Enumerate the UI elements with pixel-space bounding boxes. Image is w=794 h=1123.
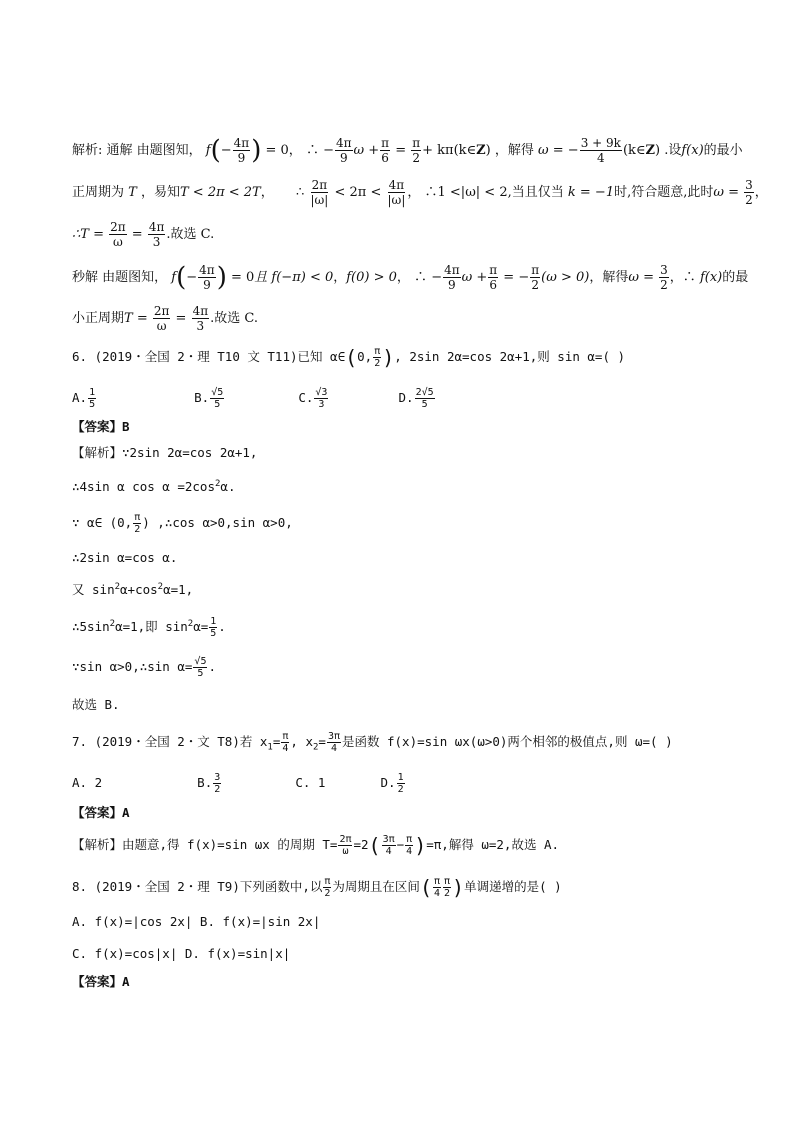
sol5-line5: 小正周期T = $\frac{2\pi}{\omega}$ = $\frac{4\pi}{3}$ .故选 C. (72, 304, 258, 333)
q8-stem: 8. (2019・全国 2・理 T9)下列函数中,以 $\frac{\pi}{2}$ 为周期且在区间( $\frac{\pi}{4}$ $\frac{\pi}{2}$ )单调递增的是( ) (72, 875, 562, 900)
q8-options-cd: C. f(x)=cos|x| D. f(x)=sin|x| (72, 946, 291, 961)
q8-answer: 【答案】A (72, 974, 130, 989)
sol5-line1: 解析: 通解 由题图知， f(− $\frac{4\pi}{9}$ ) = 0， ∴ − $\frac{4\pi}{9}$ ω + $\frac{\pi}{6}$ = $\frac{\pi}{2}$ + kπ(k∈Z) ，解得 ω = − $\frac{3 + 9k}{4}$ (k∈Z) .设f(x)的最小 (72, 135, 743, 166)
q7-stem: 7. (2019・全国 2・文 T8)若 $x_1=$ $\frac{\pi}{4}$ , $x_2=$ $\frac{3\pi}{4}$ 是函数 f(x)=sin ωx(ω>0)两个相邻的极值点,则 ω=( ) (72, 731, 673, 754)
q6-options (72, 387, 436, 410)
q7-answer: 【答案】A (72, 805, 130, 820)
q6-sol-line6: $\therefore 5\sin^2\alpha=1$,即 $\sin^2\alpha=$ $\frac{1}{5}$ . (72, 616, 226, 639)
q6-sol-line8: 故选 B. (72, 697, 120, 712)
q7-option-b: B. $\frac{3}{2}$ (197, 772, 221, 795)
q6-option-d: D. $\frac{2√5}{5}$ (398, 387, 434, 410)
q6-sol-line2: ∴4sin α $\cos \alpha =2\cos^2\alpha$. (72, 478, 236, 494)
q6-option-a: A. $\frac{1}{5}$ (72, 387, 96, 410)
sol5-line2: 正周期为 T ，易知T < 2π < 2T， ∴ $\frac{2\pi}{|\omega|}$ < 2π < $\frac{4\pi}{|\omega|}$ ， ∴1 <|ω| < 2,当且仅当 k = −1时,符合题意,此时ω = $\frac{3}{2}$ ， (72, 178, 768, 207)
q6-sol-line3: ∵ α∈ (0, $\frac{\pi}{2}$ ) ,∴cos α>0,sin α>0, (72, 512, 293, 535)
q7-option-a: A. 2 (72, 775, 103, 790)
q6-option-b: B. $\frac{√5}{5}$ (194, 387, 224, 410)
sol5-line3: ∴T = $\frac{2\pi}{\omega}$ = $\frac{4\pi}{3}$ .故选 C. (72, 220, 215, 249)
q8-options-ab: A. f(x)=|cos 2x| B. f(x)=|sin 2x| (72, 914, 321, 929)
q6-sol-line5: 又 $\sin^2\alpha+\cos^2\alpha=1$, (72, 581, 194, 597)
sol5-line4: 秒解 由题图知， f(− $\frac{4\pi}{9}$ ) = 0且 f(−π) < 0，f(0) > 0， ∴ − $\frac{4\pi}{9}$ ω + $\frac{\pi}{6}$ = − $\frac{\pi}{2}$ (ω > 0)，解得ω = $\frac{3}{2}$ ，∴ f(x)的最 (72, 262, 749, 293)
q6-stem: 6. (2019・全国 2・理 T10 文 T11)已知 α∈(0, $\frac{\pi}{2}$ ), 2sin 2α=cos 2α+1,则 sin α=( ) (72, 345, 626, 370)
q6-answer: 【答案】B (72, 419, 130, 434)
q6-sol-line4: ∴2sin α=cos α. (72, 550, 178, 565)
q7-option-d: D. $\frac{1}{2}$ (380, 772, 404, 795)
q7-solution: 【解析】由题意,得 f(x)=sin ωx 的周期 T= $\frac{2\pi}{\omega}$ =2( $\frac{3\pi}{4}$ − $\frac{\pi}{4}$ )=π,解得 ω=2,故选 A. (72, 833, 560, 858)
q7-options (72, 772, 406, 795)
q7-option-c: C. 1 (295, 775, 326, 790)
q6-option-c: C. $\frac{√3}{3}$ (298, 387, 328, 410)
q6-sol-line1: 【解析】∵2sin 2α=cos 2α+1, (72, 445, 258, 460)
q6-sol-line7: ∵sin α>0,∴sin α= $\frac{√5}{5}$ . (72, 656, 216, 679)
